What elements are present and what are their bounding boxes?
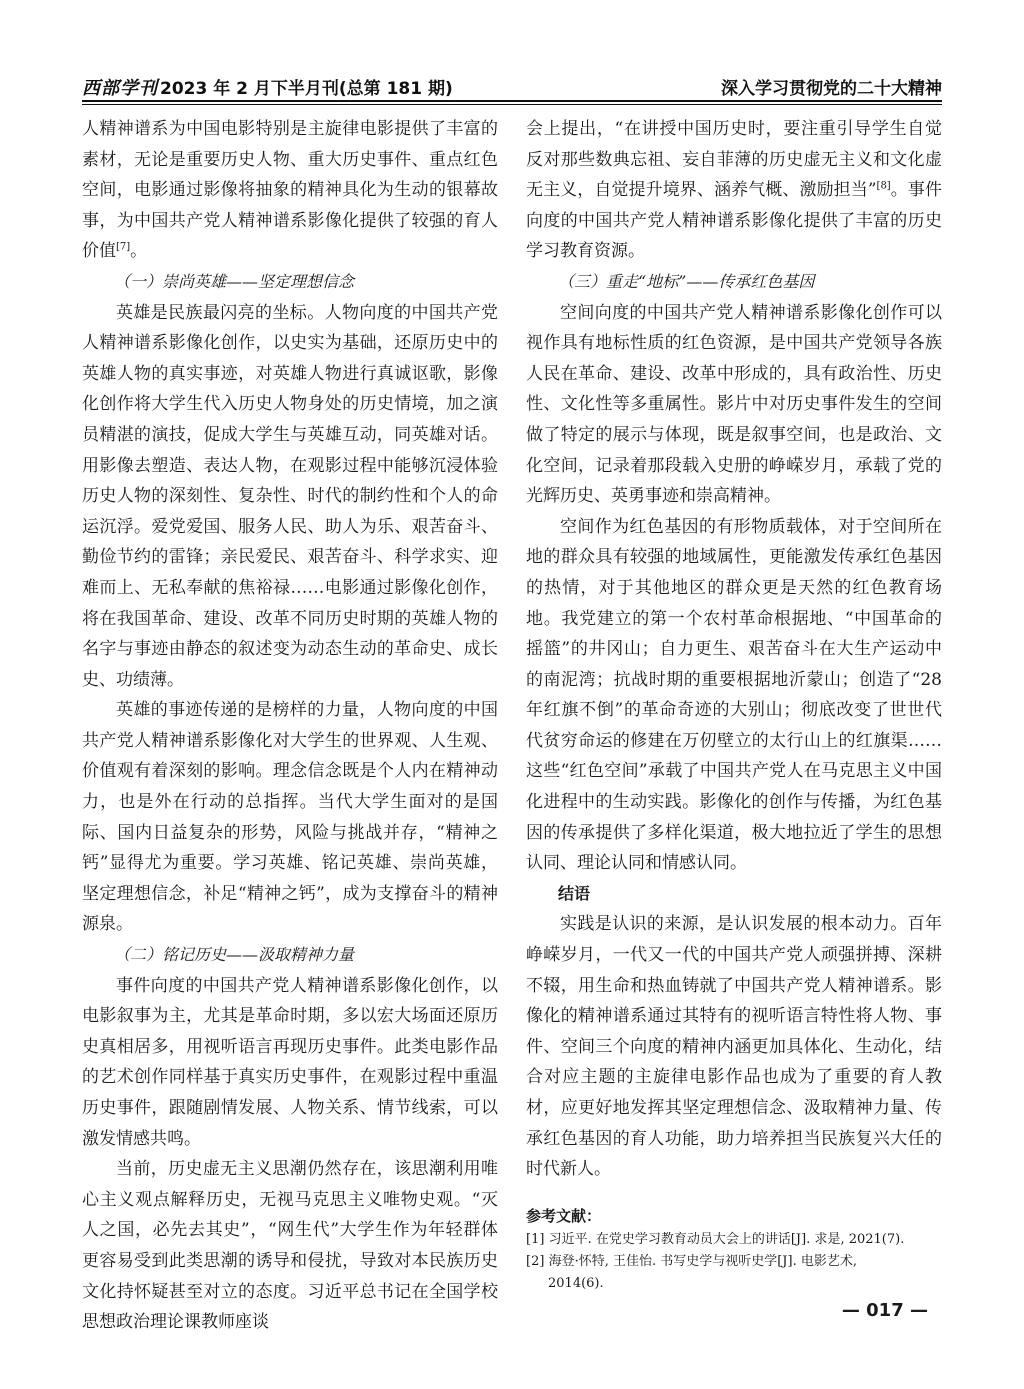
paragraph: 实践是认识的来源，是认识发展的根本动力。百年峥嵘岁月，一代又一代的中国共产党人顽强拼搏、深耕不辍，用生命和热血铸就了中国共产党人精神谱系。影像化的精神谱系通过其特有的视听语言特性将人物、事件、空间三个向度的精神内涵更加具体化、生动化，结合对应主题的主旋律电影作品也成为了重要的育人教材，应更好地发挥其坚定理想信念、汲取精神力量、传承红色基因的育人功能，助力培养担当民族复兴大任的时代新人。 xyxy=(526,914,942,1180)
references xyxy=(526,1203,942,1295)
citation-marker: [8] xyxy=(876,180,891,192)
right-column xyxy=(526,114,942,1295)
paragraph: 事件向度的中国共产党人精神谱系影像化创作，以电影叙事为主，尤其是革命时期，多以宏大场面还原历史真相居多，用视听语言再现历史事件。此类电影作品的艺术创作同样基于真实历史事件，在观影过程中重温历史事件，跟随剧情发展、人物关系、情节线索，可以激发情感共鸣。 xyxy=(82,975,498,1149)
reference-item: [2] 海登·怀特, 王佳怡. 书写史学与视听史学[J]. 电影艺术, 2014(6). xyxy=(526,1253,857,1291)
subsection-heading: （一）崇尚英雄——坚定理想信念 xyxy=(114,271,355,291)
column-title: 深入学习贯彻党的二十大精神 xyxy=(721,79,942,99)
paragraph: 空间向度的中国共产党人精神谱系影像化创作可以视作具有地标性质的红色资源，是中国共产党领导各族人民在革命、建设、改革中形成的，具有政治性、历史性、文化性等多重属性。影片中对历史事件发生的空间做了特定的展示与体现，既是叙事空间，也是政治、文化空间，记录着那段载入史册的峥嵘岁月，承载了党的光辉历史、英勇事迹和崇高精神。 xyxy=(526,302,942,507)
left-column xyxy=(82,114,498,1338)
reference-item: [1] 习近平. 在党史学习教育动员大会上的讲话[J]. 求是, 2021(7). xyxy=(526,1231,905,1247)
page-header xyxy=(82,72,942,102)
paragraph: 当前，历史虚无主义思潮仍然存在，该思潮利用唯心主义观点解释历史，无视马克思主义唯物史观。“灭人之国，必先去其史”，“网生代”大学生作为年轻群体更容易受到此类思潮的诱导和侵扰，导致对本民族历史文化持怀疑甚至对立的态度。习近平总书记在全国学校思想政治理论课教师座谈 xyxy=(82,1159,498,1333)
paragraph-continued: 人精神谱系为中国电影特别是主旋律电影提供了丰富的素材，无论是重要历史人物、重大历史事件、重点红色空间，电影通过影像将抽象的精神具化为生动的银幕故事，为中国共产党人精神谱系影像化提供了较强的育人价值[7]。 xyxy=(82,119,498,262)
header-left xyxy=(82,74,453,100)
journal-logo: 西部学刊 xyxy=(82,78,158,99)
paragraph: 英雄的事迹传递的是榜样的力量，人物向度的中国共产党人精神谱系影像化对大学生的世界观、人生观、价值观有着深刻的影响。理念信念既是个人内在精神动力，也是外在行动的总指挥。当代大学生面对的是国际、国内日益复杂的形势，风险与挑战并存，“精神之钙”显得尤为重要。学习英雄、铭记英雄、崇尚英雄，坚定理想信念，补足“精神之钙”，成为支撑奋斗的精神源泉。 xyxy=(82,700,498,935)
paragraph: 空间作为红色基因的有形物质载体，对于空间所在地的群众具有较强的地域属性，更能激发传承红色基因的热情，对于其他地区的群众更是天然的红色教育场地。我党建立的第一个农村革命根据地、“中国革命的摇篮”的井冈山；自力更生、艰苦奋斗在大生产运动中的南泥湾；抗战时期的重要根据地沂蒙山；创造了“28 年红旗不倒”的革命奇迹的大别山；彻底改变了世世代代贫穷命运的修建在万仞壁立的太行山上的红旗渠……这些“红色空间”承载了中国共产党人在马克思主义中国化进程中的生动实践。影像化的创作与传播，为红色基因的传承提供了多样化渠道，极大地拉近了学生的思想认同、理论认同和情感认同。 xyxy=(526,516,942,874)
right-column-body xyxy=(526,114,942,1185)
paragraph: 英雄是民族最闪亮的坐标。人物向度的中国共产党人精神谱系影像化创作，以史实为基础，还原历史中的英雄人物的真实事迹，对英雄人物进行真诚讴歌，影像化创作将大学生代入历史人物身处的历史情境，加之演员精湛的演技，促成大学生与英雄互动，同英雄对话。用影像去塑造、表达人物，在观影过程中能够沉浸体验历史人物的深刻性、复杂性、时代的制约性和个人的命运沉浮。爱党爱国、服务人民、助人为乐、艰苦奋斗、勤俭节约的雷锋；亲民爱民、艰苦奋斗、科学求实、迎难而上、无私奉献的焦裕禄……电影通过影像化创作，将在我国革命、建设、改革不同历史时期的英雄人物的名字与事迹由静态的叙述变为动态生动的革命史、成长史、功绩薄。 xyxy=(82,302,498,690)
header-rule-thin xyxy=(82,104,942,105)
section-heading: 结语 xyxy=(558,883,591,903)
citation-marker: [7] xyxy=(116,241,131,253)
subsection-heading: （二）铭记历史——汲取精神力量 xyxy=(114,945,355,965)
issue-info: 2023 年 2 月下半月刊(总第 181 期) xyxy=(160,79,453,99)
page-number: — 017 — xyxy=(841,1300,928,1321)
paragraph-continued: 会上提出，“在讲授中国历史时，要注重引导学生自觉反对那些数典忘祖、妄自菲薄的历史虚无主义和文化虚无主义，自觉提升境界、涵养气概、激励担当”[8]。事件向度的中国共产党人精神谱系影像化提供了丰富的历史学习教育资源。 xyxy=(526,119,942,262)
subsection-heading: （三）重走“地标”——传承红色基因 xyxy=(558,271,815,291)
references-title: 参考文献： xyxy=(526,1206,602,1225)
header-rule xyxy=(82,100,942,102)
